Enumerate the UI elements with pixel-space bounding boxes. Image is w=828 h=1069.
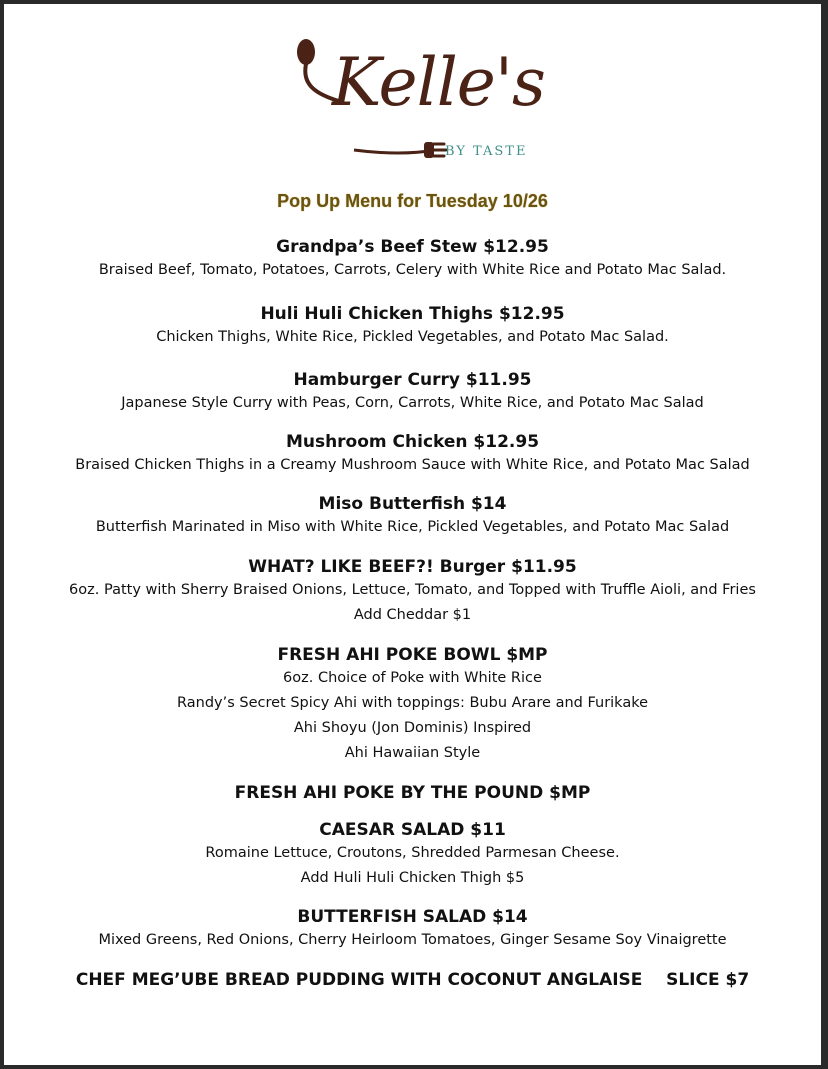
item-description: Butterfish Marinated in Miso with White Rice, Pickled Vegetables, and Potato Mac Salad <box>95 519 730 535</box>
item-name: Grandpa’s Beef Stew $12.95 <box>276 237 549 257</box>
menu-item <box>4 431 821 478</box>
menu-item <box>4 556 821 628</box>
item-addon: Add Cheddar $1 <box>353 607 472 623</box>
menu-item <box>4 644 821 766</box>
logo-tagline: BY TASTE <box>445 144 528 159</box>
item-description: Ahi Hawaiian Style <box>344 745 481 761</box>
item-description: Chicken Thighs, White Rice, Pickled Vegetables, and Potato Mac Salad. <box>156 329 669 345</box>
item-addon: Add Huli Huli Chicken Thigh $5 <box>300 870 525 886</box>
menu-item <box>4 236 821 283</box>
menu-title: Pop Up Menu for Tuesday 10/26 <box>277 191 548 211</box>
item-name: Hamburger Curry $11.95 <box>293 370 532 390</box>
item-name: CAESAR SALAD $11 <box>319 820 506 840</box>
item-description: Braised Chicken Thighs in a Creamy Mushroom Sauce with White Rice, and Potato Mac Salad <box>75 457 750 473</box>
item-description: Mixed Greens, Red Onions, Cherry Heirloom Tomatoes, Ginger Sesame Soy Vinaigrette <box>98 932 727 948</box>
item-description: Ahi Shoyu (Jon Dominis) Inspired <box>293 720 532 736</box>
menu-item <box>4 819 821 891</box>
menu-item <box>4 969 821 991</box>
menu-item <box>4 369 821 416</box>
menu-item <box>4 782 821 804</box>
item-description: 6oz. Choice of Poke with White Rice <box>283 670 542 686</box>
item-name: FRESH AHI POKE BOWL $MP <box>277 645 548 665</box>
item-name: WHAT? LIKE BEEF?! Burger $11.95 <box>248 557 577 577</box>
item-name: Mushroom Chicken $12.95 <box>285 432 540 452</box>
item-description: Romaine Lettuce, Croutons, Shredded Parmesan Cheese. <box>205 845 620 861</box>
item-name: BUTTERFISH SALAD $14 <box>297 907 528 927</box>
menu-page <box>4 4 821 1065</box>
logo-wordmark: Kelle's <box>332 44 545 121</box>
menu-item <box>4 493 821 540</box>
menu-item <box>4 906 821 953</box>
menu-item <box>4 303 821 350</box>
item-description: Braised Beef, Tomato, Potatoes, Carrots, Celery with White Rice and Potato Mac Salad. <box>98 262 727 278</box>
item-description: Randy’s Secret Spicy Ahi with toppings: Bubu Arare and Furikake <box>176 695 649 711</box>
item-name: Huli Huli Chicken Thighs $12.95 <box>260 304 565 324</box>
item-name: CHEF MEG’UBE BREAD PUDDING WITH COCONUT ANGLAISE SLICE $7 <box>75 970 750 990</box>
item-description: Japanese Style Curry with Peas, Corn, Carrots, White Rice, and Potato Mac Salad <box>121 395 704 411</box>
logo <box>284 32 554 172</box>
item-name: FRESH AHI POKE BY THE POUND $MP <box>234 783 591 803</box>
item-description: 6oz. Patty with Sherry Braised Onions, Lettuce, Tomato, and Topped with Truffle Aioli, and Fries <box>69 582 756 598</box>
item-name: Miso Butterfish $14 <box>318 494 507 514</box>
